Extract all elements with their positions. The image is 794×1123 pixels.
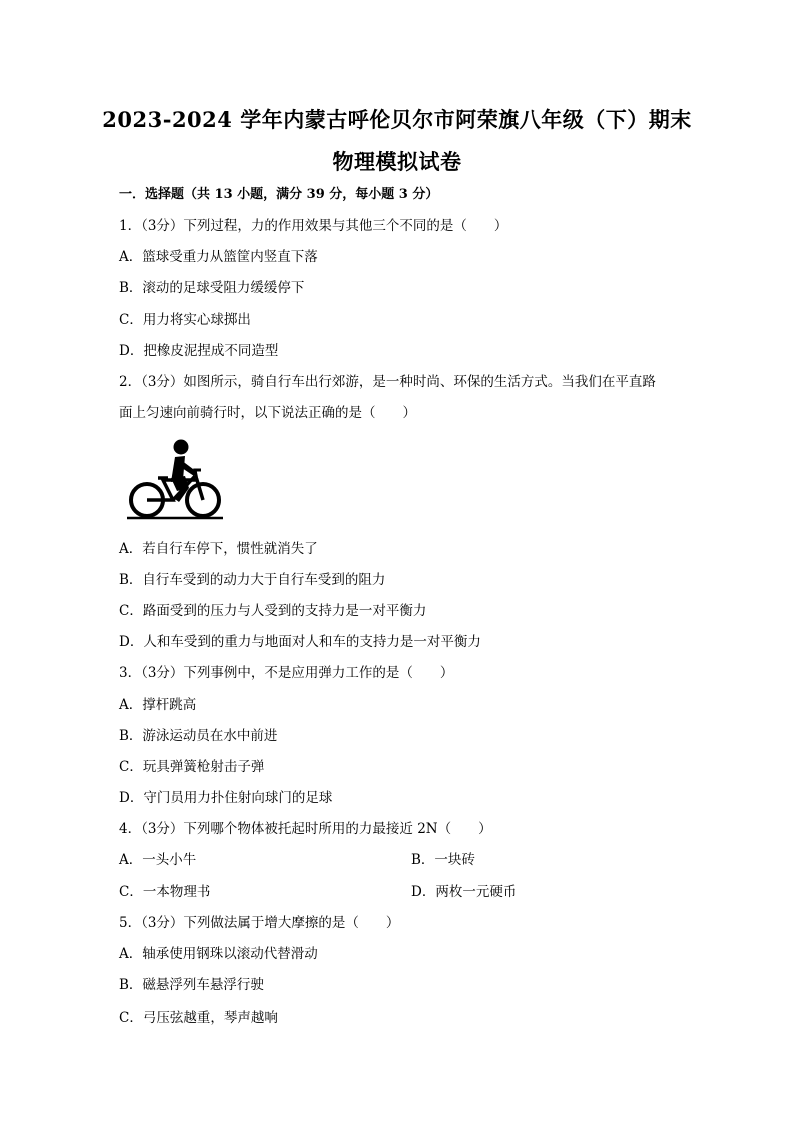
cyclist-figure [125,436,225,524]
question-2-stem-line2: 面上匀速向前骑行时，以下说法正确的是（ ） [119,405,416,421]
question-2-option-d: D．人和车受到的重力与地面对人和车的支持力是一对平衡力 [119,634,481,650]
cyclist-icon [125,436,225,524]
exam-title-line1: 2023-2024 学年内蒙古呼伦贝尔市阿荣旗八年级（下）期末 [102,107,692,132]
question-2-option-c: C．路面受到的压力与人受到的支持力是一对平衡力 [119,603,427,619]
question-4-option-b: B．一块砖 [411,852,475,868]
question-5-option-c: C．弓压弦越重，琴声越响 [119,1010,278,1026]
question-3-option-c: C．玩具弹簧枪射击子弹 [119,759,265,775]
question-1-option-c: C．用力将实心球掷出 [119,312,251,328]
question-2-option-b: B．自行车受到的动力大于自行车受到的阻力 [119,572,386,588]
question-1-option-d: D．把橡皮泥捏成不同造型 [119,343,279,359]
question-4-stem: 4．（3分）下列哪个物体被托起时所用的力最接近 2N（ ） [119,821,492,837]
question-2-option-a: A．若自行车停下，惯性就消失了 [119,541,318,557]
question-4-option-c: C．一本物理书 [119,884,211,900]
question-5-stem: 5．（3分）下列做法属于增大摩擦的是（ ） [119,915,400,931]
question-2-stem-line1: 2．（3分）如图所示，骑自行车出行郊游，是一种时尚、环保的生活方式。当我们在平直路 [119,374,656,390]
section-heading: 一．选择题（共 13 小题，满分 39 分，每小题 3 分） [119,187,439,202]
question-3-option-a: A．撑杆跳高 [119,697,197,713]
question-1-option-a: A．篮球受重力从篮筐内竖直下落 [119,249,318,265]
question-3-stem: 3．（3分）下列事例中，不是应用弹力工作的是（ ） [119,665,454,681]
question-3-option-b: B．游泳运动员在水中前进 [119,728,278,744]
question-4-option-a: A．一头小牛 [119,852,197,868]
question-4-option-d: D．两枚一元硬币 [411,884,517,900]
question-3-option-d: D．守门员用力扑住射向球门的足球 [119,790,333,806]
question-5-option-a: A．轴承使用钢珠以滚动代替滑动 [119,946,318,962]
question-1-stem: 1．（3分）下列过程，力的作用效果与其他三个不同的是（ ） [119,218,508,234]
exam-title-line2: 物理模拟试卷 [332,149,462,174]
question-1-option-b: B．滚动的足球受阻力缓缓停下 [119,280,305,296]
question-5-option-b: B．磁悬浮列车悬浮行驶 [119,977,264,993]
